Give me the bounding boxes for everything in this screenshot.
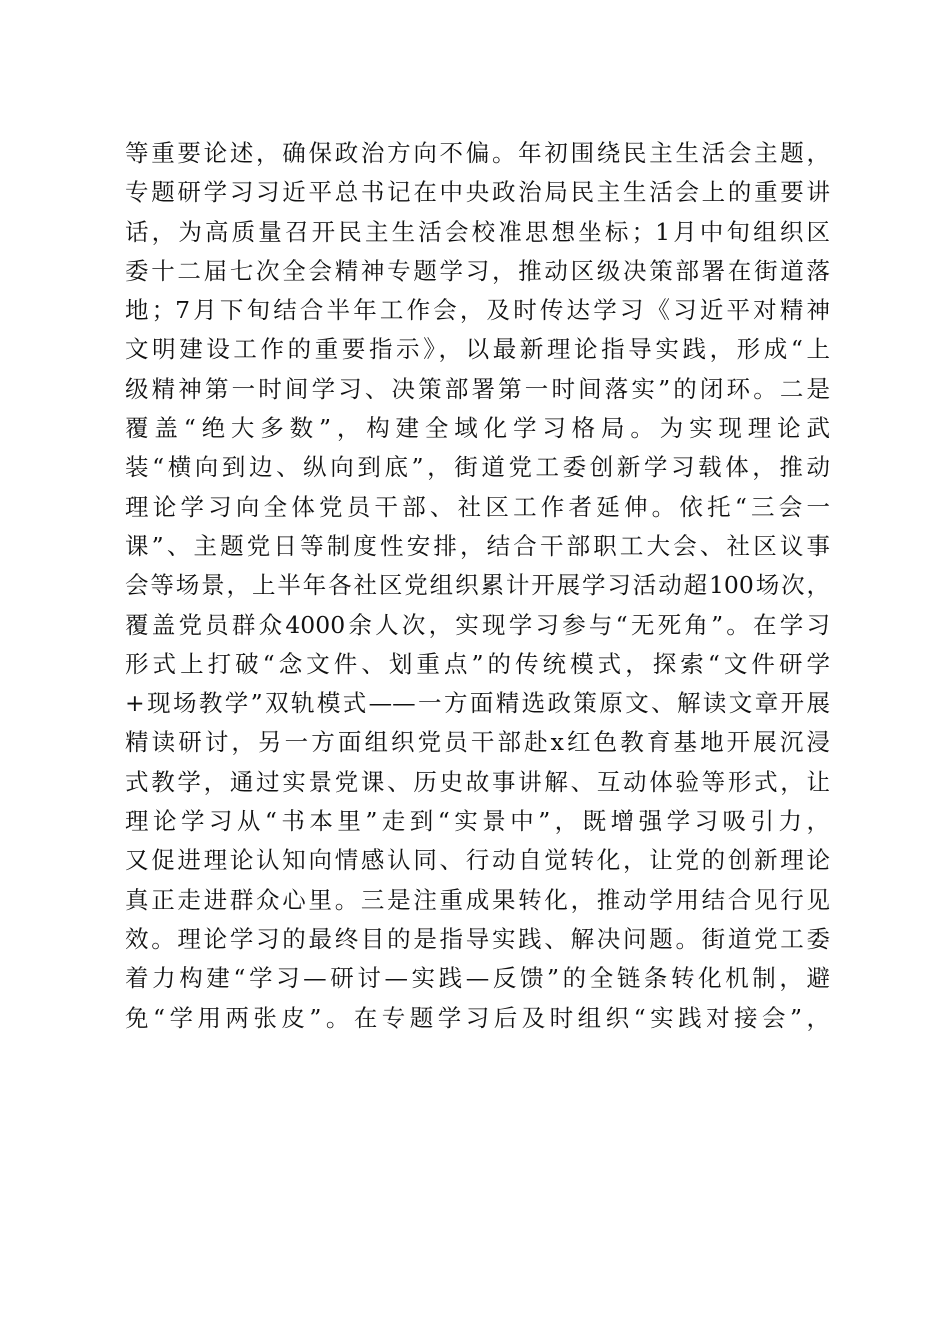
text-line: 理论学习从“书本里”走到“实景中”，既增强学习吸引力， (125, 807, 830, 836)
text-line: 会等场景，上半年各社区党组织累计开展学习活动超100场次， (125, 571, 830, 600)
text-line: 形式上打破“念文件、划重点”的传统模式，探索“文件研学 (125, 649, 830, 678)
text-line: 话，为高质量召开民主生活会校准思想坐标；1月中旬组织区 (125, 217, 830, 246)
text-line: 课”、主题党日等制度性安排，结合干部职工大会、社区议事 (125, 531, 830, 560)
text-line: 又促进理论认知向情感认同、行动自觉转化，让党的创新理论 (125, 846, 830, 875)
text-line: 专题研学习习近平总书记在中央政治局民主生活会上的重要讲 (125, 178, 830, 207)
text-line: 理论学习向全体党员干部、社区工作者延伸。依托“三会一 (125, 492, 830, 521)
text-line: 覆盖党员群众4000余人次，实现学习参与“无死角”。在学习 (125, 610, 830, 639)
text-line: 覆盖“绝大多数”，构建全域化学习格局。为实现理论武 (125, 414, 830, 443)
text-line: 文明建设工作的重要指示》，以最新理论指导实践，形成“上 (125, 335, 830, 364)
text-line: 装“横向到边、纵向到底”，街道党工委创新学习载体，推动 (125, 453, 830, 482)
text-line: 真正走进群众心里。三是注重成果转化，推动学用结合见行见 (125, 885, 830, 914)
text-line: 精读研讨，另一方面组织党员干部赴x红色教育基地开展沉浸 (125, 728, 830, 757)
text-line: 地；7月下旬结合半年工作会，及时传达学习《习近平对精神 (125, 296, 830, 325)
text-line: 着力构建“学习—研讨—实践—反馈”的全链条转化机制，避 (125, 964, 830, 993)
text-line: 式教学，通过实景党课、历史故事讲解、互动体验等形式，让 (125, 767, 830, 796)
text-line: 效。理论学习的最终目的是指导实践、解决问题。街道党工委 (125, 924, 830, 953)
text-line: +现场教学”双轨模式——一方面精选政策原文、解读文章开展 (125, 689, 830, 718)
body-paragraph (125, 134, 830, 1038)
text-line: 等重要论述，确保政治方向不偏。年初围绕民主生活会主题， (125, 139, 830, 167)
text-line: 免“学用两张皮”。在专题学习后及时组织“实践对接会”， (125, 1003, 830, 1032)
text-line: 委十二届七次全会精神专题学习，推动区级决策部署在街道落 (125, 256, 830, 285)
text-line: 级精神第一时间学习、决策部署第一时间落实”的闭环。二是 (125, 374, 830, 403)
